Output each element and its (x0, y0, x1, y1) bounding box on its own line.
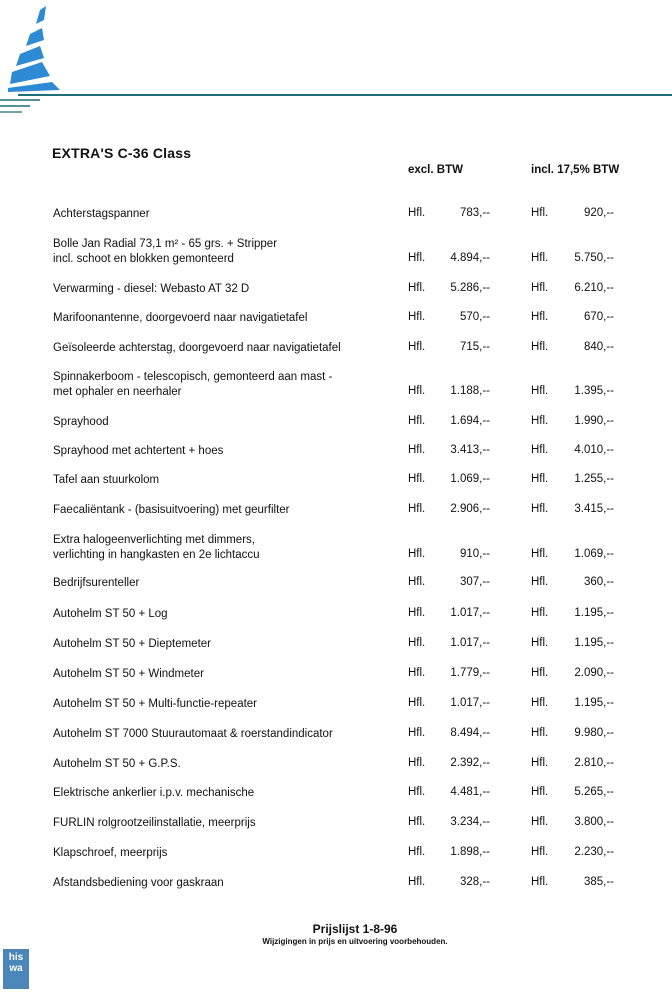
price-incl: 1.395,-- (574, 385, 614, 397)
currency-excl: Hfl. (408, 756, 426, 769)
currency-excl: Hfl. (408, 310, 426, 323)
price-excl: 1.069,-- (450, 472, 490, 485)
item-description-line: Sprayhood met achtertent + hoes (53, 444, 224, 457)
column-header-excl: excl. BTW (408, 164, 463, 176)
item-description-line: Elektrische ankerlier i.p.v. mechanische (53, 786, 255, 799)
price-excl: 4.481,-- (450, 785, 490, 798)
price-incl: 9.980,-- (574, 726, 614, 739)
item-description-line: Sprayhood (53, 415, 109, 428)
item-description-line: Klapschroef, meerprijs (53, 846, 168, 859)
price-incl: 3.800,-- (574, 815, 614, 828)
item-description-line: Autohelm ST 50 + Log (53, 607, 168, 620)
currency-excl: Hfl. (408, 875, 426, 888)
currency-excl: Hfl. (408, 666, 426, 679)
item-description (53, 282, 393, 297)
price-incl: 1.069,-- (574, 548, 614, 560)
item-description (53, 503, 393, 518)
price-excl: 910,-- (459, 548, 490, 560)
currency-incl: Hfl. (531, 606, 549, 619)
item-description-line: Marifoonantenne, doorgevoerd naar navigatietafel (53, 311, 308, 324)
item-description-line: Extra halogeenverlichting met dimmers, (53, 534, 255, 546)
item-description (53, 757, 393, 772)
price-incl: 1.990,-- (574, 414, 614, 427)
item-description (53, 607, 393, 622)
item-description (53, 444, 393, 459)
item-description-line: verlichting in hangkasten en 2e lichtaccu (53, 549, 260, 561)
currency-incl: Hfl. (531, 252, 549, 264)
currency-excl: Hfl. (408, 414, 426, 427)
price-incl: 3.415,-- (574, 502, 614, 515)
price-excl: 2.906,-- (450, 502, 490, 515)
currency-excl: Hfl. (408, 575, 426, 588)
currency-incl: Hfl. (531, 281, 549, 294)
hiswa-badge (3, 949, 29, 989)
currency-incl: Hfl. (531, 472, 549, 485)
price-incl: 1.255,-- (574, 472, 614, 485)
item-description-line: FURLIN rolgrootzeilinstallatie, meerprijs (53, 816, 256, 829)
price-incl: 5.265,-- (574, 785, 614, 798)
item-description (53, 637, 393, 652)
item-description (53, 473, 393, 488)
currency-incl: Hfl. (531, 340, 549, 353)
price-incl: 2.090,-- (574, 666, 614, 679)
price-excl: 1.188,-- (450, 385, 490, 397)
item-description-line: Autohelm ST 50 + Multi-functie-repeater (53, 697, 258, 710)
currency-excl: Hfl. (408, 845, 426, 858)
currency-incl: Hfl. (531, 785, 549, 798)
currency-excl: Hfl. (408, 252, 426, 264)
badge-line-2: wa (9, 963, 23, 974)
item-description-line: Bolle Jan Radial 73,1 m² - 65 grs. + Stripper (53, 238, 278, 250)
currency-incl: Hfl. (531, 575, 549, 588)
currency-excl: Hfl. (408, 502, 426, 515)
price-excl: 1.017,-- (450, 606, 490, 619)
price-excl: 715,-- (459, 340, 490, 353)
currency-incl: Hfl. (531, 414, 549, 427)
price-incl: 385,-- (583, 875, 614, 888)
price-excl: 8.494,-- (450, 726, 490, 739)
currency-excl: Hfl. (408, 443, 426, 456)
currency-excl: Hfl. (408, 206, 426, 219)
item-description-line: Afstandsbediening voor gaskraan (53, 876, 224, 889)
item-description (53, 207, 393, 222)
item-description (53, 237, 393, 267)
currency-excl: Hfl. (408, 606, 426, 619)
price-incl: 4.010,-- (574, 443, 614, 456)
item-description-line: Verwarming - diesel: Webasto AT 32 D (53, 282, 250, 295)
item-description-line: met ophaler en neerhaler (53, 386, 182, 398)
footer-title: Prijslijst 1-8-96 (312, 922, 398, 936)
currency-incl: Hfl. (531, 726, 549, 739)
currency-incl: Hfl. (531, 310, 549, 323)
price-excl: 5.286,-- (450, 281, 490, 294)
currency-excl: Hfl. (408, 472, 426, 485)
price-incl: 6.210,-- (574, 281, 614, 294)
item-description-line: Achterstagspanner (53, 207, 150, 220)
item-description (53, 576, 393, 591)
item-description (53, 533, 393, 563)
currency-incl: Hfl. (531, 385, 549, 397)
item-description (53, 786, 393, 801)
currency-excl: Hfl. (408, 785, 426, 798)
price-incl: 360,-- (583, 575, 614, 588)
item-description (53, 876, 393, 891)
currency-incl: Hfl. (531, 502, 549, 515)
price-incl: 920,-- (583, 206, 614, 219)
item-description-line: incl. schoot en blokken gemonteerd (53, 253, 234, 265)
currency-excl: Hfl. (408, 636, 426, 649)
item-description (53, 341, 393, 356)
item-description-line: Spinnakerboom - telescopisch, gemonteerd aan mast - (53, 371, 333, 383)
currency-excl: Hfl. (408, 815, 426, 828)
price-excl: 1.017,-- (450, 696, 490, 709)
item-description-line: Geïsoleerde achterstag, doorgevoerd naar navigatietafel (53, 341, 341, 354)
item-description (53, 311, 393, 326)
item-description (53, 370, 393, 400)
price-incl: 1.195,-- (574, 636, 614, 649)
price-excl: 570,-- (459, 310, 490, 323)
item-description-line: Autohelm ST 50 + Dieptemeter (53, 637, 211, 650)
column-header-incl: incl. 17,5% BTW (531, 164, 620, 176)
price-excl: 2.392,-- (450, 756, 490, 769)
item-description-line: Tafel aan stuurkolom (53, 473, 160, 486)
currency-incl: Hfl. (531, 815, 549, 828)
price-excl: 307,-- (459, 575, 490, 588)
price-excl: 3.234,-- (450, 815, 490, 828)
badge-line-1: his (8, 952, 24, 963)
price-excl: 328,-- (459, 875, 490, 888)
price-incl: 1.195,-- (574, 606, 614, 619)
item-description-line: Autohelm ST 7000 Stuurautomaat & roerstandindicator (53, 727, 333, 740)
currency-incl: Hfl. (531, 875, 549, 888)
currency-incl: Hfl. (531, 696, 549, 709)
item-description (53, 727, 393, 742)
price-incl: 670,-- (583, 310, 614, 323)
currency-excl: Hfl. (408, 696, 426, 709)
item-description (53, 846, 393, 861)
currency-incl: Hfl. (531, 756, 549, 769)
item-description (53, 415, 393, 430)
price-excl: 3.413,-- (450, 443, 490, 456)
price-excl: 1.898,-- (450, 845, 490, 858)
currency-incl: Hfl. (531, 636, 549, 649)
price-excl: 783,-- (459, 206, 490, 219)
item-description-line: Faecaliëntank - (basisuitvoering) met geurfilter (53, 503, 290, 516)
currency-excl: Hfl. (408, 548, 426, 560)
price-excl: 1.779,-- (450, 666, 490, 679)
page-title: EXTRA'S C-36 Class (52, 145, 192, 161)
price-excl: 4.894,-- (450, 252, 490, 264)
item-description (53, 697, 393, 712)
currency-incl: Hfl. (531, 666, 549, 679)
item-description-line: Bedrijfsurenteller (53, 576, 140, 589)
price-incl: 840,-- (583, 340, 614, 353)
price-incl: 2.230,-- (574, 845, 614, 858)
currency-incl: Hfl. (531, 443, 549, 456)
item-description (53, 816, 393, 831)
price-incl: 1.195,-- (574, 696, 614, 709)
footer-note: Wijzigingen in prijs en uitvoering voorbehouden. (262, 937, 448, 946)
item-description-line: Autohelm ST 50 + G.P.S. (53, 757, 181, 770)
currency-incl: Hfl. (531, 206, 549, 219)
price-excl: 1.017,-- (450, 636, 490, 649)
item-description (53, 667, 393, 682)
price-incl: 5.750,-- (574, 252, 614, 264)
currency-excl: Hfl. (408, 281, 426, 294)
price-excl: 1.694,-- (450, 414, 490, 427)
price-incl: 2.810,-- (574, 756, 614, 769)
currency-incl: Hfl. (531, 548, 549, 560)
currency-excl: Hfl. (408, 340, 426, 353)
currency-excl: Hfl. (408, 385, 426, 397)
currency-incl: Hfl. (531, 845, 549, 858)
currency-excl: Hfl. (408, 726, 426, 739)
item-description-line: Autohelm ST 50 + Windmeter (53, 667, 204, 680)
